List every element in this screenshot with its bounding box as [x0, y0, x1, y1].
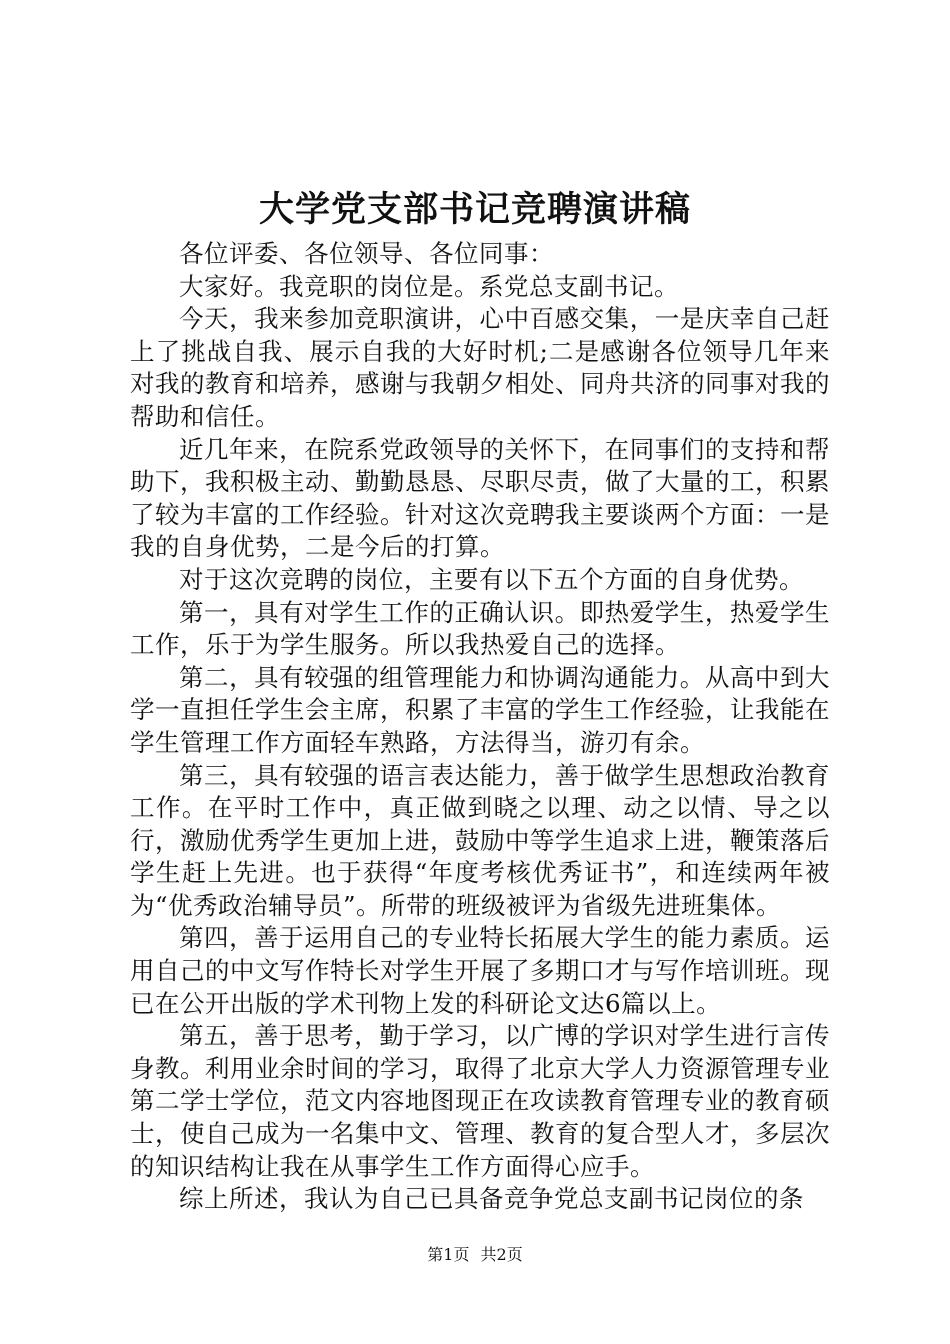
- paragraph-greeting: 大家好。我竞职的岗位是。系党总支副书记。: [179, 271, 679, 301]
- document-body: [130, 238, 830, 1216]
- paragraph-summary: 综上所述，我认为自己已具备竞争党总支副书记岗位的条: [179, 1184, 804, 1214]
- page-total: 共2页: [480, 1245, 523, 1264]
- page-number: 第1页: [427, 1245, 470, 1264]
- paragraph-salutation: 各位评委、各位领导、各位同事：: [179, 239, 554, 268]
- paragraph-point-3: 第三，具有较强的语言表达能力，善于做学生思想政治教育工作。在平时工作中，真正做到晓之以理、动之以情、导之以行，激励优秀学生更加上进，鼓励中等学生追求上进，鞭策落后学生赶上先进。也于获得“年度考核优秀证书”，和连续两年被为“优秀政治辅导员”。所带的班级被评为省级先进班集体。: [130, 760, 830, 920]
- paragraph-point-4: 第四，善于运用自己的专业特长拓展大学生的能力素质。运用自己的中文写作特长对学生开展了多期口才与写作培训班。现已在公开出版的学术刊物上发的科研论文达6篇以上。: [130, 923, 830, 1018]
- page-footer: [0, 1244, 950, 1266]
- paragraph-experience: 近几年来，在院系党政领导的关怀下，在同事们的支持和帮助下，我积极主动、勤勤恳恳、尽职尽责，做了大量的工，积累了较为丰富的工作经验。针对这次竞聘我主要谈两个方面：一是我的自身优势，二是今后的打算。: [130, 434, 830, 562]
- paragraph-intro: 今天，我来参加竞职演讲，心中百感交集，一是庆幸自己赶上了挑战自我、展示自我的大好时机;二是感谢各位领导几年来对我的教育和培养，感谢与我朝夕相处、同舟共济的同事对我的帮助和信任。: [130, 304, 830, 431]
- document-title: 大学党支部书记竞聘演讲稿: [258, 189, 691, 230]
- paragraph-point-1: 第一，具有对学生工作的正确认识。即热爱学生，热爱学生工作，乐于为学生服务。所以我热爱自己的选择。: [130, 597, 830, 660]
- paragraph-point-2: 第二，具有较强的组管理能力和协调沟通能力。从高中到大学一直担任学生会主席，积累了丰富的学生工作经验，让我能在学生管理工作方面轻车熟路，方法得当，游刃有余。: [130, 662, 830, 757]
- paragraph-advantages-lead: 对于这次竞聘的岗位，主要有以下五个方面的自身优势。: [179, 564, 804, 594]
- paragraph-point-5: 第五，善于思考，勤于学习，以广博的学识对学生进行言传身教。利用业余时间的学习，取得了北京大学人力资源管理专业第二学士学位，范文内容地图现正在攻读教育管理专业的教育硕士，使自己成为一名集中文、管理、教育的复合型人才，多层次的知识结构让我在从事学生工作方面得心应手。: [130, 1021, 830, 1181]
